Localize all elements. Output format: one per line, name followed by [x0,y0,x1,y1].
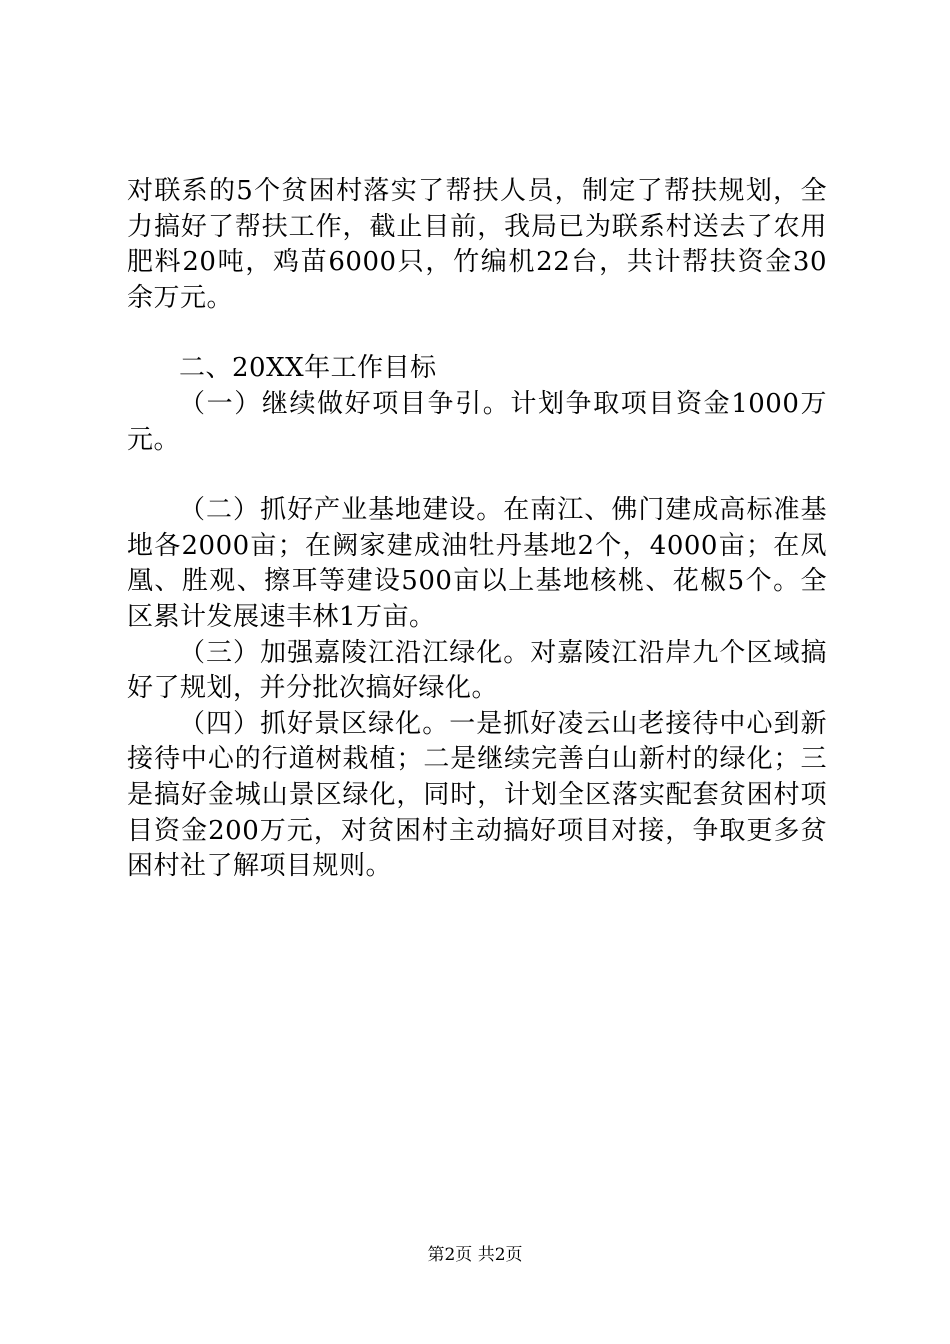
page-footer: 第2页 共2页 [427,1245,523,1265]
paragraph-goal-1: （一）继续做好项目争引。计划争取项目资金1000万元。 [127,388,827,455]
document-body [127,174,827,885]
paragraph-poverty-support: 对联系的5个贫困村落实了帮扶人员，制定了帮扶规划，全力搞好了帮扶工作，截止目前，我局已为联系村送去了农用肥料20吨，鸡苗6000只，竹编机22台，共计帮扶资金30余万元。 [127,176,827,313]
paragraph-goal-2: （二）抓好产业基地建设。在南江、佛门建成高标准基地各2000亩；在阙家建成油牡丹基地2个，4000亩；在凤凰、胜观、擦耳等建设500亩以上基地核桃、花椒5个。全区累计发展速丰林1万亩。 [127,495,827,632]
paragraph-goal-3: （三）加强嘉陵江沿江绿化。对嘉陵江沿岸九个区域搞好了规划，并分批次搞好绿化。 [127,637,827,704]
section-heading-work-goals: 二、20XX年工作目标 [179,353,437,384]
paragraph-goal-4: （四）抓好景区绿化。一是抓好凌云山老接待中心到新接待中心的行道树栽植；二是继续完善白山新村的绿化；三是搞好金城山景区绿化，同时，计划全区落实配套贫困村项目资金200万元，对贫困村主动搞好项目对接，争取更多贫困村社了解项目规则。 [127,708,827,882]
